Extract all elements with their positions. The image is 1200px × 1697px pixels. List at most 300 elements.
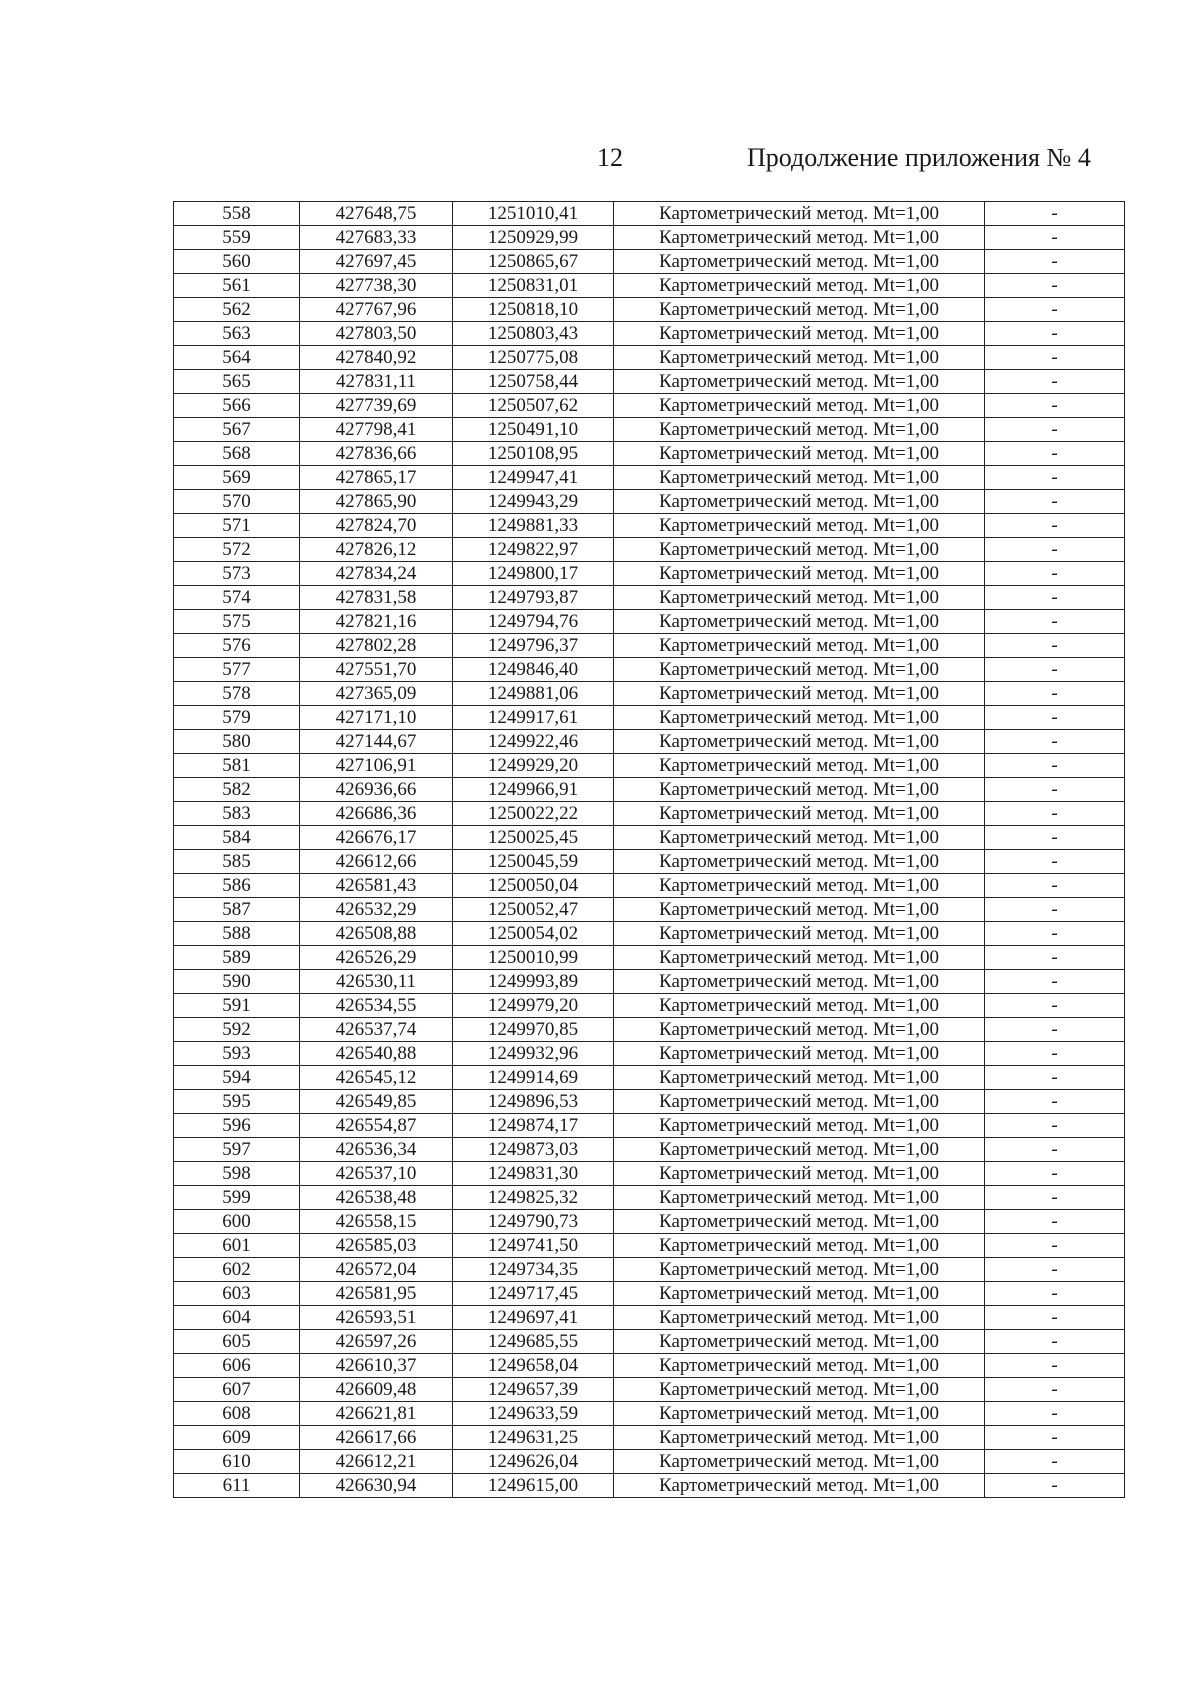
- method-cell: Картометрический метод. Mt=1,00: [614, 1282, 985, 1306]
- y-coordinate-cell: 1249993,89: [453, 970, 614, 994]
- method-cell: Картометрический метод. Mt=1,00: [614, 874, 985, 898]
- table-row: [174, 610, 1125, 634]
- x-coordinate-cell: 427831,11: [300, 370, 453, 394]
- point-number-cell: 566: [174, 394, 300, 418]
- point-number-cell: 561: [174, 274, 300, 298]
- method-cell: Картометрический метод. Mt=1,00: [614, 1426, 985, 1450]
- method-cell: Картометрический метод. Mt=1,00: [614, 1210, 985, 1234]
- y-coordinate-cell: 1249658,04: [453, 1354, 614, 1378]
- y-coordinate-cell: 1249917,61: [453, 706, 614, 730]
- table-row: [174, 1282, 1125, 1306]
- table-row: [174, 1354, 1125, 1378]
- dash-cell: -: [985, 538, 1125, 562]
- method-cell: Картометрический метод. Mt=1,00: [614, 970, 985, 994]
- method-cell: Картометрический метод. Mt=1,00: [614, 778, 985, 802]
- table-row: [174, 322, 1125, 346]
- dash-cell: -: [985, 778, 1125, 802]
- method-cell: Картометрический метод. Mt=1,00: [614, 850, 985, 874]
- method-cell: Картометрический метод. Mt=1,00: [614, 1066, 985, 1090]
- method-cell: Картометрический метод. Mt=1,00: [614, 490, 985, 514]
- dash-cell: -: [985, 1354, 1125, 1378]
- y-coordinate-cell: 1250929,99: [453, 226, 614, 250]
- dash-cell: -: [985, 1306, 1125, 1330]
- point-number-cell: 570: [174, 490, 300, 514]
- y-coordinate-cell: 1249874,17: [453, 1114, 614, 1138]
- point-number-cell: 588: [174, 922, 300, 946]
- x-coordinate-cell: 426617,66: [300, 1426, 453, 1450]
- method-cell: Картометрический метод. Mt=1,00: [614, 610, 985, 634]
- dash-cell: -: [985, 1282, 1125, 1306]
- x-coordinate-cell: 426676,17: [300, 826, 453, 850]
- y-coordinate-cell: 1249793,87: [453, 586, 614, 610]
- y-coordinate-cell: 1249932,96: [453, 1042, 614, 1066]
- x-coordinate-cell: 426612,66: [300, 850, 453, 874]
- table-row: [174, 778, 1125, 802]
- y-coordinate-cell: 1250010,99: [453, 946, 614, 970]
- method-cell: Картометрический метод. Mt=1,00: [614, 922, 985, 946]
- method-cell: Картометрический метод. Mt=1,00: [614, 802, 985, 826]
- point-number-cell: 559: [174, 226, 300, 250]
- table-row: [174, 514, 1125, 538]
- x-coordinate-cell: 427802,28: [300, 634, 453, 658]
- point-number-cell: 608: [174, 1402, 300, 1426]
- appendix-continuation-title: Продолжение приложения № 4: [747, 143, 1091, 172]
- dash-cell: -: [985, 898, 1125, 922]
- table-row: [174, 826, 1125, 850]
- dash-cell: -: [985, 1018, 1125, 1042]
- dash-cell: -: [985, 1474, 1125, 1498]
- method-cell: Картометрический метод. Mt=1,00: [614, 1090, 985, 1114]
- point-number-cell: 593: [174, 1042, 300, 1066]
- table-row: [174, 1042, 1125, 1066]
- dash-cell: -: [985, 370, 1125, 394]
- x-coordinate-cell: 426609,48: [300, 1378, 453, 1402]
- y-coordinate-cell: 1249790,73: [453, 1210, 614, 1234]
- table-row: [174, 562, 1125, 586]
- table-row: [174, 394, 1125, 418]
- y-coordinate-cell: 1249822,97: [453, 538, 614, 562]
- point-number-cell: 585: [174, 850, 300, 874]
- method-cell: Картометрический метод. Mt=1,00: [614, 226, 985, 250]
- table-row: [174, 898, 1125, 922]
- method-cell: Картометрический метод. Mt=1,00: [614, 898, 985, 922]
- dash-cell: -: [985, 1066, 1125, 1090]
- dash-cell: -: [985, 754, 1125, 778]
- table-row: [174, 1066, 1125, 1090]
- y-coordinate-cell: 1250831,01: [453, 274, 614, 298]
- table-row: [174, 1330, 1125, 1354]
- x-coordinate-cell: 427798,41: [300, 418, 453, 442]
- method-cell: Картометрический метод. Mt=1,00: [614, 1018, 985, 1042]
- dash-cell: -: [985, 682, 1125, 706]
- point-number-cell: 606: [174, 1354, 300, 1378]
- point-number-cell: 584: [174, 826, 300, 850]
- dash-cell: -: [985, 1234, 1125, 1258]
- y-coordinate-cell: 1249717,45: [453, 1282, 614, 1306]
- table-row: [174, 634, 1125, 658]
- y-coordinate-cell: 1250803,43: [453, 322, 614, 346]
- method-cell: Картометрический метод. Mt=1,00: [614, 1354, 985, 1378]
- y-coordinate-cell: 1250775,08: [453, 346, 614, 370]
- dash-cell: -: [985, 802, 1125, 826]
- y-coordinate-cell: 1249734,35: [453, 1258, 614, 1282]
- dash-cell: -: [985, 1138, 1125, 1162]
- point-number-cell: 564: [174, 346, 300, 370]
- y-coordinate-cell: 1249626,04: [453, 1450, 614, 1474]
- x-coordinate-cell: 426597,26: [300, 1330, 453, 1354]
- dash-cell: -: [985, 850, 1125, 874]
- point-number-cell: 563: [174, 322, 300, 346]
- y-coordinate-cell: 1250045,59: [453, 850, 614, 874]
- x-coordinate-cell: 427824,70: [300, 514, 453, 538]
- x-coordinate-cell: 427831,58: [300, 586, 453, 610]
- dash-cell: -: [985, 346, 1125, 370]
- point-number-cell: 603: [174, 1282, 300, 1306]
- x-coordinate-cell: 426585,03: [300, 1234, 453, 1258]
- method-cell: Картометрический метод. Mt=1,00: [614, 250, 985, 274]
- x-coordinate-cell: 426530,11: [300, 970, 453, 994]
- method-cell: Картометрический метод. Mt=1,00: [614, 322, 985, 346]
- method-cell: Картометрический метод. Mt=1,00: [614, 274, 985, 298]
- point-number-cell: 609: [174, 1426, 300, 1450]
- x-coordinate-cell: 427106,91: [300, 754, 453, 778]
- table-row: [174, 586, 1125, 610]
- method-cell: Картометрический метод. Mt=1,00: [614, 1042, 985, 1066]
- y-coordinate-cell: 1249796,37: [453, 634, 614, 658]
- dash-cell: -: [985, 1426, 1125, 1450]
- x-coordinate-cell: 427697,45: [300, 250, 453, 274]
- x-coordinate-cell: 426537,74: [300, 1018, 453, 1042]
- dash-cell: -: [985, 706, 1125, 730]
- point-number-cell: 560: [174, 250, 300, 274]
- method-cell: Картометрический метод. Mt=1,00: [614, 514, 985, 538]
- y-coordinate-cell: 1250050,04: [453, 874, 614, 898]
- x-coordinate-cell: 427365,09: [300, 682, 453, 706]
- method-cell: Картометрический метод. Mt=1,00: [614, 394, 985, 418]
- y-coordinate-cell: 1249825,32: [453, 1186, 614, 1210]
- y-coordinate-cell: 1249873,03: [453, 1138, 614, 1162]
- table-row: [174, 1378, 1125, 1402]
- method-cell: Картометрический метод. Mt=1,00: [614, 754, 985, 778]
- point-number-cell: 596: [174, 1114, 300, 1138]
- point-number-cell: 599: [174, 1186, 300, 1210]
- table-row: [174, 346, 1125, 370]
- x-coordinate-cell: 426581,43: [300, 874, 453, 898]
- point-number-cell: 611: [174, 1474, 300, 1498]
- method-cell: Картометрический метод. Mt=1,00: [614, 994, 985, 1018]
- x-coordinate-cell: 427803,50: [300, 322, 453, 346]
- x-coordinate-cell: 426630,94: [300, 1474, 453, 1498]
- y-coordinate-cell: 1250491,10: [453, 418, 614, 442]
- method-cell: Картометрический метод. Mt=1,00: [614, 682, 985, 706]
- dash-cell: -: [985, 1042, 1125, 1066]
- y-coordinate-cell: 1251010,41: [453, 202, 614, 226]
- table-row: [174, 274, 1125, 298]
- point-number-cell: 569: [174, 466, 300, 490]
- method-cell: Картометрический метод. Mt=1,00: [614, 1330, 985, 1354]
- dash-cell: -: [985, 1186, 1125, 1210]
- point-number-cell: 573: [174, 562, 300, 586]
- y-coordinate-cell: 1250052,47: [453, 898, 614, 922]
- point-number-cell: 602: [174, 1258, 300, 1282]
- dash-cell: -: [985, 322, 1125, 346]
- method-cell: Картометрический метод. Mt=1,00: [614, 1114, 985, 1138]
- x-coordinate-cell: 426686,36: [300, 802, 453, 826]
- y-coordinate-cell: 1250507,62: [453, 394, 614, 418]
- dash-cell: -: [985, 874, 1125, 898]
- x-coordinate-cell: 426936,66: [300, 778, 453, 802]
- table-row: [174, 922, 1125, 946]
- point-number-cell: 576: [174, 634, 300, 658]
- table-row: [174, 1090, 1125, 1114]
- table-row: [174, 1258, 1125, 1282]
- x-coordinate-cell: 427826,12: [300, 538, 453, 562]
- point-number-cell: 586: [174, 874, 300, 898]
- table-row: [174, 1186, 1125, 1210]
- table-row: [174, 1402, 1125, 1426]
- dash-cell: -: [985, 202, 1125, 226]
- y-coordinate-cell: 1249947,41: [453, 466, 614, 490]
- y-coordinate-cell: 1249685,55: [453, 1330, 614, 1354]
- point-number-cell: 601: [174, 1234, 300, 1258]
- table-row: [174, 538, 1125, 562]
- y-coordinate-cell: 1249794,76: [453, 610, 614, 634]
- coordinates-table-body: [174, 202, 1125, 1498]
- method-cell: Картометрический метод. Mt=1,00: [614, 202, 985, 226]
- method-cell: Картометрический метод. Mt=1,00: [614, 466, 985, 490]
- method-cell: Картометрический метод. Mt=1,00: [614, 1402, 985, 1426]
- y-coordinate-cell: 1249896,53: [453, 1090, 614, 1114]
- table-row: [174, 994, 1125, 1018]
- y-coordinate-cell: 1249697,41: [453, 1306, 614, 1330]
- y-coordinate-cell: 1249615,00: [453, 1474, 614, 1498]
- point-number-cell: 581: [174, 754, 300, 778]
- x-coordinate-cell: 426534,55: [300, 994, 453, 1018]
- y-coordinate-cell: 1250758,44: [453, 370, 614, 394]
- point-number-cell: 558: [174, 202, 300, 226]
- y-coordinate-cell: 1250022,22: [453, 802, 614, 826]
- point-number-cell: 580: [174, 730, 300, 754]
- method-cell: Картометрический метод. Mt=1,00: [614, 634, 985, 658]
- dash-cell: -: [985, 1162, 1125, 1186]
- point-number-cell: 579: [174, 706, 300, 730]
- y-coordinate-cell: 1250865,67: [453, 250, 614, 274]
- table-row: [174, 1450, 1125, 1474]
- method-cell: Картометрический метод. Mt=1,00: [614, 562, 985, 586]
- point-number-cell: 607: [174, 1378, 300, 1402]
- x-coordinate-cell: 427551,70: [300, 658, 453, 682]
- y-coordinate-cell: 1249922,46: [453, 730, 614, 754]
- method-cell: Картометрический метод. Mt=1,00: [614, 370, 985, 394]
- method-cell: Картометрический метод. Mt=1,00: [614, 298, 985, 322]
- dash-cell: -: [985, 1258, 1125, 1282]
- table-row: [174, 682, 1125, 706]
- method-cell: Картометрический метод. Mt=1,00: [614, 1234, 985, 1258]
- dash-cell: -: [985, 610, 1125, 634]
- x-coordinate-cell: 427648,75: [300, 202, 453, 226]
- point-number-cell: 567: [174, 418, 300, 442]
- page-number: 12: [597, 143, 623, 172]
- table-row: [174, 946, 1125, 970]
- point-number-cell: 604: [174, 1306, 300, 1330]
- method-cell: Картометрический метод. Mt=1,00: [614, 1258, 985, 1282]
- dash-cell: -: [985, 1378, 1125, 1402]
- y-coordinate-cell: 1249831,30: [453, 1162, 614, 1186]
- table-row: [174, 226, 1125, 250]
- point-number-cell: 572: [174, 538, 300, 562]
- method-cell: Картометрический метод. Mt=1,00: [614, 946, 985, 970]
- y-coordinate-cell: 1250025,45: [453, 826, 614, 850]
- dash-cell: -: [985, 922, 1125, 946]
- dash-cell: -: [985, 1330, 1125, 1354]
- y-coordinate-cell: 1249970,85: [453, 1018, 614, 1042]
- x-coordinate-cell: 426508,88: [300, 922, 453, 946]
- method-cell: Картометрический метод. Mt=1,00: [614, 1450, 985, 1474]
- dash-cell: -: [985, 994, 1125, 1018]
- dash-cell: -: [985, 1210, 1125, 1234]
- point-number-cell: 598: [174, 1162, 300, 1186]
- y-coordinate-cell: 1249979,20: [453, 994, 614, 1018]
- table-row: [174, 754, 1125, 778]
- point-number-cell: 610: [174, 1450, 300, 1474]
- table-row: [174, 850, 1125, 874]
- dash-cell: -: [985, 298, 1125, 322]
- point-number-cell: 591: [174, 994, 300, 1018]
- dash-cell: -: [985, 1114, 1125, 1138]
- x-coordinate-cell: 427836,66: [300, 442, 453, 466]
- method-cell: Картометрический метод. Mt=1,00: [614, 658, 985, 682]
- y-coordinate-cell: 1249966,91: [453, 778, 614, 802]
- y-coordinate-cell: 1249929,20: [453, 754, 614, 778]
- y-coordinate-cell: 1249914,69: [453, 1066, 614, 1090]
- table-row: [174, 802, 1125, 826]
- x-coordinate-cell: 427738,30: [300, 274, 453, 298]
- y-coordinate-cell: 1250054,02: [453, 922, 614, 946]
- point-number-cell: 592: [174, 1018, 300, 1042]
- x-coordinate-cell: 426549,85: [300, 1090, 453, 1114]
- method-cell: Картометрический метод. Mt=1,00: [614, 538, 985, 562]
- y-coordinate-cell: 1249881,06: [453, 682, 614, 706]
- point-number-cell: 568: [174, 442, 300, 466]
- dash-cell: -: [985, 826, 1125, 850]
- table-row: [174, 250, 1125, 274]
- x-coordinate-cell: 427834,24: [300, 562, 453, 586]
- method-cell: Картометрический метод. Mt=1,00: [614, 442, 985, 466]
- dash-cell: -: [985, 586, 1125, 610]
- table-row: [174, 658, 1125, 682]
- y-coordinate-cell: 1249800,17: [453, 562, 614, 586]
- y-coordinate-cell: 1249633,59: [453, 1402, 614, 1426]
- x-coordinate-cell: 426558,15: [300, 1210, 453, 1234]
- point-number-cell: 595: [174, 1090, 300, 1114]
- point-number-cell: 605: [174, 1330, 300, 1354]
- y-coordinate-cell: 1249741,50: [453, 1234, 614, 1258]
- dash-cell: -: [985, 658, 1125, 682]
- table-row: [174, 1474, 1125, 1498]
- x-coordinate-cell: 426621,81: [300, 1402, 453, 1426]
- dash-cell: -: [985, 418, 1125, 442]
- x-coordinate-cell: 427821,16: [300, 610, 453, 634]
- point-number-cell: 600: [174, 1210, 300, 1234]
- point-number-cell: 565: [174, 370, 300, 394]
- point-number-cell: 575: [174, 610, 300, 634]
- method-cell: Картометрический метод. Mt=1,00: [614, 1378, 985, 1402]
- table-row: [174, 1426, 1125, 1450]
- method-cell: Картометрический метод. Mt=1,00: [614, 1162, 985, 1186]
- table-row: [174, 1234, 1125, 1258]
- point-number-cell: 587: [174, 898, 300, 922]
- dash-cell: -: [985, 1450, 1125, 1474]
- x-coordinate-cell: 426537,10: [300, 1162, 453, 1186]
- table-row: [174, 1306, 1125, 1330]
- method-cell: Картометрический метод. Mt=1,00: [614, 346, 985, 370]
- x-coordinate-cell: 427683,33: [300, 226, 453, 250]
- dash-cell: -: [985, 274, 1125, 298]
- point-number-cell: 577: [174, 658, 300, 682]
- table-row: [174, 370, 1125, 394]
- table-row: [174, 1114, 1125, 1138]
- point-number-cell: 590: [174, 970, 300, 994]
- table-row: [174, 490, 1125, 514]
- dash-cell: -: [985, 562, 1125, 586]
- x-coordinate-cell: 426581,95: [300, 1282, 453, 1306]
- dash-cell: -: [985, 1402, 1125, 1426]
- x-coordinate-cell: 426545,12: [300, 1066, 453, 1090]
- method-cell: Картометрический метод. Mt=1,00: [614, 418, 985, 442]
- point-number-cell: 562: [174, 298, 300, 322]
- dash-cell: -: [985, 1090, 1125, 1114]
- x-coordinate-cell: 426572,04: [300, 1258, 453, 1282]
- dash-cell: -: [985, 514, 1125, 538]
- x-coordinate-cell: 426610,37: [300, 1354, 453, 1378]
- y-coordinate-cell: 1249657,39: [453, 1378, 614, 1402]
- point-number-cell: 582: [174, 778, 300, 802]
- table-row: [174, 466, 1125, 490]
- method-cell: Картометрический метод. Mt=1,00: [614, 730, 985, 754]
- table-row: [174, 970, 1125, 994]
- dash-cell: -: [985, 466, 1125, 490]
- table-row: [174, 298, 1125, 322]
- table-row: [174, 1162, 1125, 1186]
- method-cell: Картометрический метод. Mt=1,00: [614, 1306, 985, 1330]
- dash-cell: -: [985, 442, 1125, 466]
- y-coordinate-cell: 1249881,33: [453, 514, 614, 538]
- y-coordinate-cell: 1249631,25: [453, 1426, 614, 1450]
- x-coordinate-cell: 426536,34: [300, 1138, 453, 1162]
- dash-cell: -: [985, 946, 1125, 970]
- x-coordinate-cell: 427767,96: [300, 298, 453, 322]
- method-cell: Картометрический метод. Mt=1,00: [614, 1138, 985, 1162]
- x-coordinate-cell: 426538,48: [300, 1186, 453, 1210]
- x-coordinate-cell: 426554,87: [300, 1114, 453, 1138]
- point-number-cell: 571: [174, 514, 300, 538]
- x-coordinate-cell: 427171,10: [300, 706, 453, 730]
- x-coordinate-cell: 426593,51: [300, 1306, 453, 1330]
- dash-cell: -: [985, 634, 1125, 658]
- x-coordinate-cell: 427144,67: [300, 730, 453, 754]
- point-number-cell: 578: [174, 682, 300, 706]
- dash-cell: -: [985, 250, 1125, 274]
- table-row: [174, 1018, 1125, 1042]
- table-row: [174, 706, 1125, 730]
- table-row: [174, 874, 1125, 898]
- x-coordinate-cell: 427865,90: [300, 490, 453, 514]
- y-coordinate-cell: 1249943,29: [453, 490, 614, 514]
- table-row: [174, 442, 1125, 466]
- method-cell: Картометрический метод. Mt=1,00: [614, 1474, 985, 1498]
- x-coordinate-cell: 426540,88: [300, 1042, 453, 1066]
- coordinates-table: [173, 201, 1125, 1498]
